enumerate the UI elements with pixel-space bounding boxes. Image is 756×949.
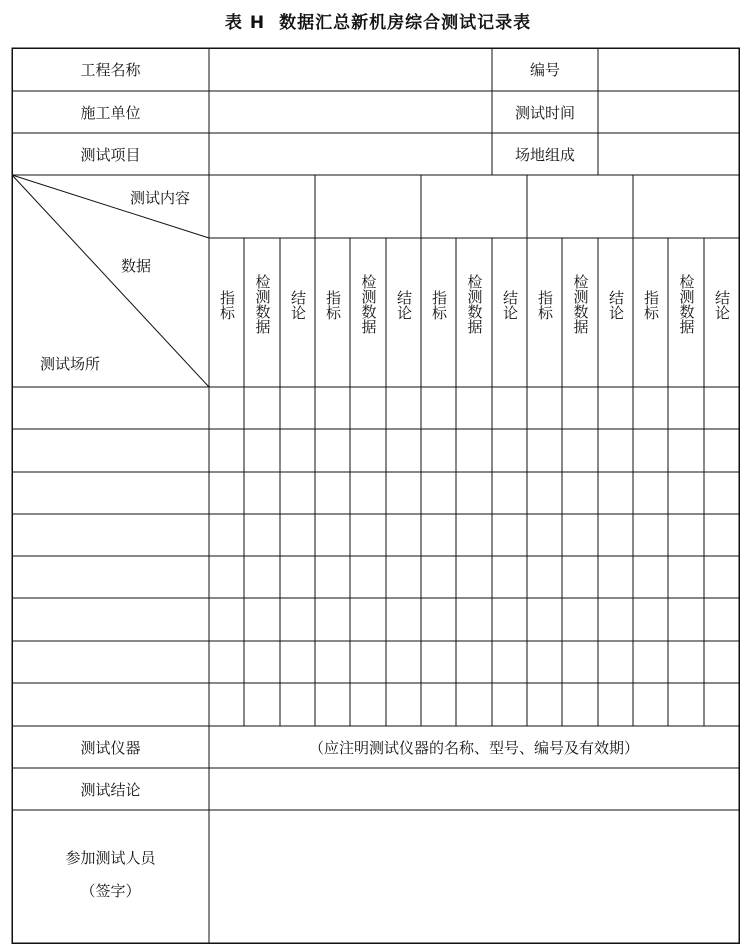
- serial-number-label: 编号: [529, 61, 560, 79]
- table-code: 表 H: [224, 13, 266, 33]
- group-5-indicator-header: 指标: [642, 290, 660, 320]
- project-name-label: 工程名称: [80, 61, 141, 79]
- test-item-value[interactable]: [209, 133, 492, 175]
- table-title-text: 数据汇总新机房综合测试记录表: [279, 13, 532, 33]
- group-2-measured-data-header: 检测数据: [359, 274, 378, 334]
- group-4-indicator-header: 指标: [536, 290, 554, 320]
- group-3-conclusion-header: 结论: [501, 290, 519, 320]
- test-instrument-label: 测试仪器: [80, 738, 141, 757]
- group-4-measured-data-header: 检测数据: [571, 274, 590, 334]
- group-3-measured-data-header: 检测数据: [465, 274, 484, 334]
- diagonal-test-content-label: 测试内容: [130, 189, 191, 207]
- construction-unit-value[interactable]: [209, 91, 492, 133]
- test-conclusion-value[interactable]: [209, 768, 739, 810]
- group-2-indicator-header: 指标: [324, 290, 342, 320]
- diagonal-data-label: 数据: [121, 257, 152, 275]
- group-5-conclusion-header: 结论: [713, 290, 731, 320]
- test-personnel-signature-area[interactable]: [209, 810, 739, 943]
- construction-unit-label: 施工单位: [80, 103, 141, 122]
- test-time-value[interactable]: [598, 91, 739, 133]
- test-item-label: 测试项目: [80, 145, 141, 164]
- project-name-value[interactable]: [209, 48, 492, 91]
- group-1-measured-data-header: 检测数据: [253, 274, 272, 334]
- serial-number-value[interactable]: [598, 48, 739, 91]
- site-composition-label: 场地组成: [514, 145, 575, 164]
- diagonal-test-location-label: 测试场所: [40, 355, 101, 373]
- group-5-measured-data-header: 检测数据: [677, 274, 696, 334]
- test-time-label: 测试时间: [514, 103, 575, 122]
- group-4-conclusion-header: 结论: [607, 290, 625, 320]
- group-2-conclusion-header: 结论: [395, 290, 413, 320]
- site-composition-value[interactable]: [598, 133, 739, 175]
- group-3-indicator-header: 指标: [430, 290, 448, 320]
- test-conclusion-label: 测试结论: [80, 780, 141, 799]
- signature-label: （签字）: [80, 881, 141, 900]
- group-1-conclusion-header: 结论: [289, 290, 307, 320]
- group-1-indicator-header: 指标: [218, 290, 236, 320]
- test-instrument-note: （应注明测试仪器的名称、型号、编号及有效期）: [308, 738, 639, 757]
- test-personnel-label: 参加测试人员: [65, 848, 156, 867]
